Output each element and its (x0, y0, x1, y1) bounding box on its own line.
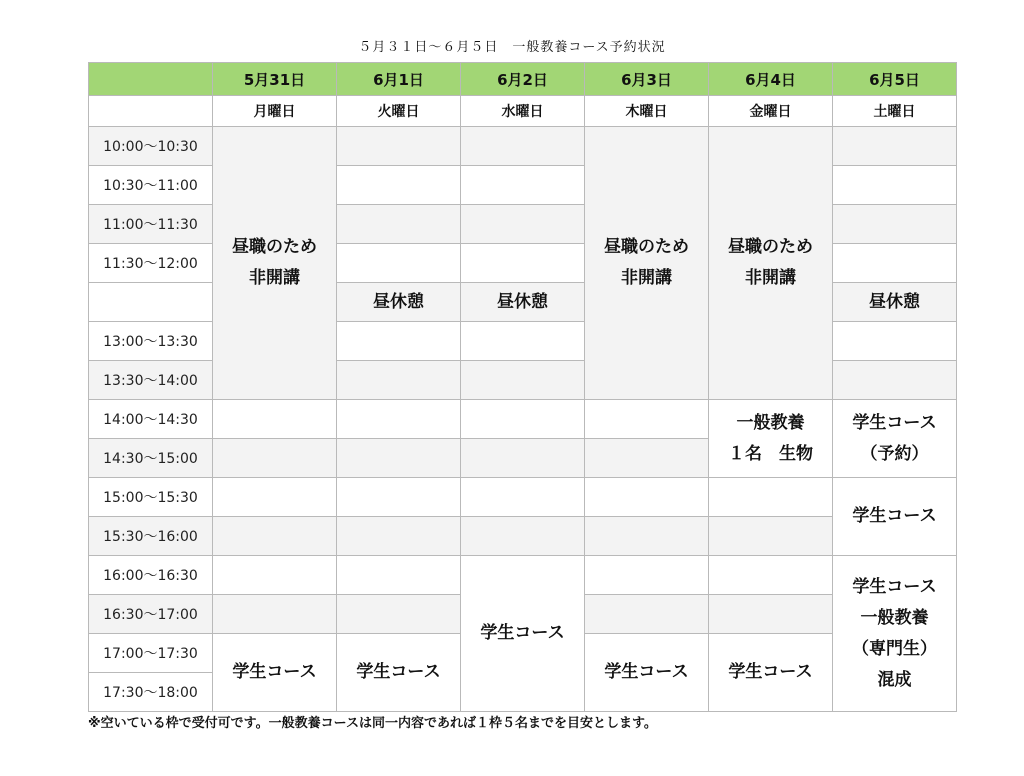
time-label: 13:00〜13:30 (89, 322, 213, 361)
slot-cell[interactable] (337, 244, 461, 283)
slot-cell[interactable] (213, 478, 337, 517)
time-label: 10:00〜10:30 (89, 127, 213, 166)
lunch-break-cell: 昼休憩 (461, 283, 585, 322)
slot-cell[interactable] (213, 556, 337, 595)
weekday-cell: 火曜日 (337, 96, 461, 127)
date-header-row (89, 63, 957, 96)
slot-cell[interactable] (585, 595, 709, 634)
slot-cell[interactable] (585, 556, 709, 595)
weekday-cell: 木曜日 (585, 96, 709, 127)
slot-cell[interactable] (213, 400, 337, 439)
slot-cell[interactable] (213, 517, 337, 556)
slot-cell[interactable] (709, 595, 833, 634)
lunch-break-cell: 昼休憩 (833, 283, 957, 322)
date-header: 5月31日 (213, 63, 337, 96)
slot-cell[interactable] (337, 439, 461, 478)
time-label: 15:30〜16:00 (89, 517, 213, 556)
slot-cell[interactable] (709, 478, 833, 517)
slot-cell[interactable] (709, 517, 833, 556)
slot-cell[interactable] (461, 166, 585, 205)
slot-cell[interactable] (833, 244, 957, 283)
slot-cell[interactable] (833, 166, 957, 205)
closed-text: 非開講 (621, 268, 672, 288)
closed-block-mon (213, 127, 337, 400)
student-course-block: 学生コース (709, 634, 833, 712)
footnote: ※空いている枠で受付可です。一般教養コースは同一内容であれば１枠５名までを目安とします。 (88, 716, 657, 731)
slot-cell[interactable] (461, 244, 585, 283)
slot-cell[interactable] (461, 517, 585, 556)
mixed-text: 学生コース (852, 576, 937, 597)
slot-cell[interactable] (833, 361, 957, 400)
time-label: 15:00〜15:30 (89, 478, 213, 517)
time-label: 10:30〜11:00 (89, 166, 213, 205)
weekday-row (89, 96, 957, 127)
lunch-break-cell: 昼休憩 (337, 283, 461, 322)
student-course-block: 学生コース (337, 634, 461, 712)
page-title: ５月３１日〜６月５日 一般教養コース予約状況 (358, 40, 666, 55)
schedule-table (88, 62, 957, 712)
general-text: 一般教養 (736, 412, 805, 433)
mixed-text: （専門生） (852, 638, 937, 659)
slot-cell[interactable] (461, 205, 585, 244)
slot-cell[interactable] (833, 322, 957, 361)
time-label: 16:00〜16:30 (89, 556, 213, 595)
slot-cell[interactable] (585, 517, 709, 556)
slot-cell[interactable] (585, 478, 709, 517)
closed-text: 昼職のため (728, 237, 813, 257)
general-course-block (709, 400, 833, 478)
closed-text: 昼職のため (232, 237, 317, 257)
student-course-block: 学生コース (213, 634, 337, 712)
closed-text: 非開講 (745, 268, 796, 288)
mixed-text: 混成 (877, 669, 912, 690)
student-text: 学生コース (852, 412, 937, 433)
closed-text: 非開講 (249, 268, 300, 288)
slot-cell[interactable] (337, 400, 461, 439)
slot-cell[interactable] (461, 322, 585, 361)
slot-cell[interactable] (213, 439, 337, 478)
slot-cell[interactable] (585, 439, 709, 478)
time-label: 14:30〜15:00 (89, 439, 213, 478)
slot-cell[interactable] (337, 361, 461, 400)
time-label: 17:00〜17:30 (89, 634, 213, 673)
slot-cell[interactable] (461, 400, 585, 439)
time-label: 17:30〜18:00 (89, 673, 213, 712)
slot-cell[interactable] (461, 439, 585, 478)
slot-cell[interactable] (709, 556, 833, 595)
date-header: 6月4日 (709, 63, 833, 96)
slot-cell[interactable] (461, 127, 585, 166)
slot-cell[interactable] (833, 205, 957, 244)
weekday-corner (89, 96, 213, 127)
slot-cell[interactable] (337, 595, 461, 634)
slot-cell[interactable] (337, 478, 461, 517)
date-header: 6月3日 (585, 63, 709, 96)
time-label: 14:00〜14:30 (89, 400, 213, 439)
date-header: 6月2日 (461, 63, 585, 96)
closed-block-thu (585, 127, 709, 400)
general-text: １名 生物 (728, 443, 813, 464)
student-course-block: 学生コース (461, 556, 585, 712)
weekday-cell: 金曜日 (709, 96, 833, 127)
date-header: 6月1日 (337, 63, 461, 96)
weekday-cell: 土曜日 (833, 96, 957, 127)
time-label: 11:00〜11:30 (89, 205, 213, 244)
student-reserved-block (833, 400, 957, 478)
time-label: 13:30〜14:00 (89, 361, 213, 400)
time-row (89, 478, 957, 517)
time-row (89, 400, 957, 439)
slot-cell[interactable] (337, 166, 461, 205)
date-header: 6月5日 (833, 63, 957, 96)
slot-cell[interactable] (461, 478, 585, 517)
slot-cell[interactable] (833, 127, 957, 166)
slot-cell[interactable] (337, 556, 461, 595)
closed-block-fri (709, 127, 833, 400)
mixed-text: 一般教養 (860, 607, 929, 628)
slot-cell[interactable] (213, 595, 337, 634)
slot-cell[interactable] (337, 322, 461, 361)
student-course-block: 学生コース (833, 478, 957, 556)
corner-cell (89, 63, 213, 96)
slot-cell[interactable] (585, 400, 709, 439)
closed-text: 昼職のため (604, 237, 689, 257)
student-course-block: 学生コース (585, 634, 709, 712)
weekday-cell: 水曜日 (461, 96, 585, 127)
weekday-cell: 月曜日 (213, 96, 337, 127)
time-row (89, 127, 957, 166)
time-label (89, 283, 213, 322)
time-row (89, 556, 957, 595)
time-label: 16:30〜17:00 (89, 595, 213, 634)
mixed-course-block (833, 556, 957, 712)
student-text: （予約） (860, 443, 929, 464)
slot-cell[interactable] (461, 361, 585, 400)
slot-cell[interactable] (337, 517, 461, 556)
slot-cell[interactable] (337, 127, 461, 166)
slot-cell[interactable] (337, 205, 461, 244)
time-label: 11:30〜12:00 (89, 244, 213, 283)
time-row (89, 517, 957, 556)
